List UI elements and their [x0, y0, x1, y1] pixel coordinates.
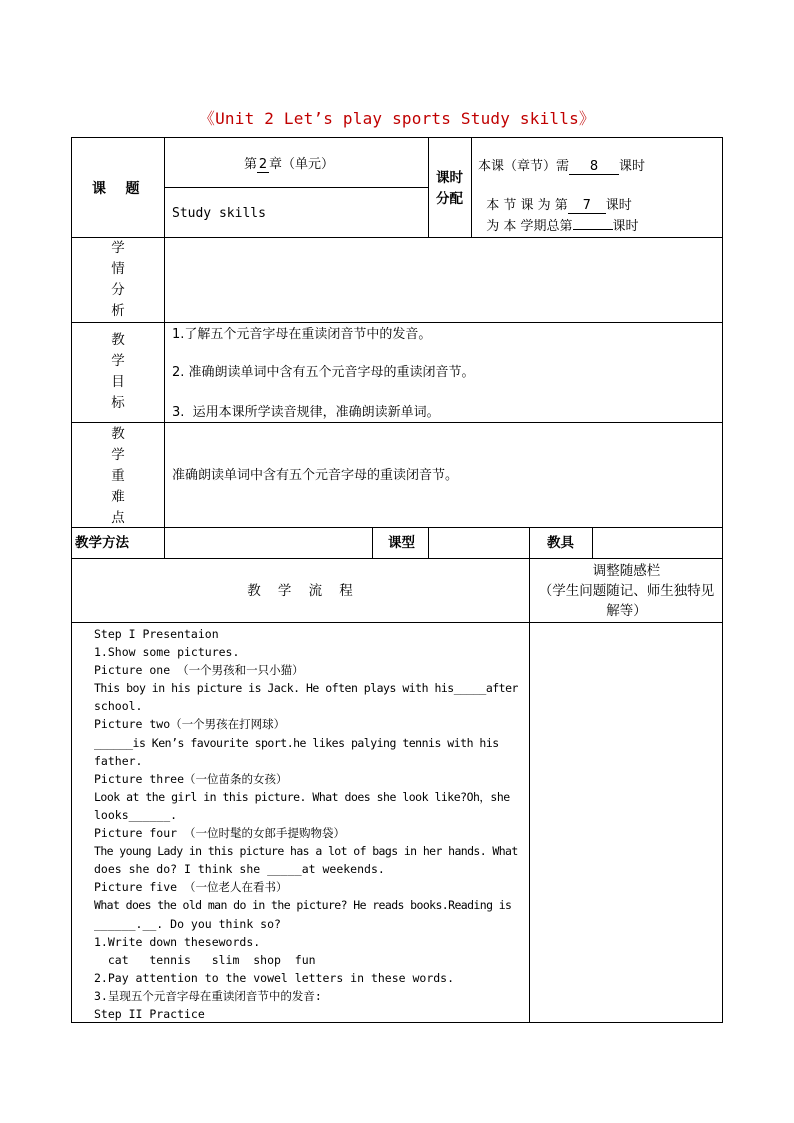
- col-divider: [592, 527, 593, 558]
- label-char: 分: [111, 282, 125, 298]
- analysis-label: [71, 238, 165, 322]
- method-label: 教学方法: [75, 535, 129, 551]
- hours-line-2-value: 7: [568, 198, 606, 214]
- row-divider: [71, 237, 723, 238]
- topic-label: 课 题: [92, 181, 140, 197]
- label-char: 学: [111, 240, 125, 256]
- flow-line: Picture four （一位时髦的女郎手提购物袋）: [94, 826, 346, 841]
- flow-line: Picture one （一个男孩和一只小猫）: [94, 663, 304, 678]
- flow-line: ______is Ken’s favourite sport.he likes palying tennis with his: [94, 735, 499, 750]
- flow-line: 2.Pay attention to the vowel letters in these words.: [94, 970, 455, 985]
- lesson-name: Study skills: [172, 206, 266, 221]
- label-char: 学: [111, 447, 125, 463]
- flow-line: This boy in his picture is Jack. He often plays with his_____after: [94, 681, 518, 696]
- hours-line-3-suffix: 课时: [612, 219, 639, 234]
- process-label: 教 学 流 程: [247, 583, 353, 599]
- label-char: 教: [111, 332, 125, 348]
- hours-line-1: [478, 158, 645, 176]
- hours-label-1: 课时: [436, 170, 463, 186]
- objectives-label: [71, 330, 165, 414]
- label-char: 情: [111, 261, 125, 277]
- flow-line: 1.Write down thesewords.: [94, 934, 261, 949]
- hours-line-2-suffix: 课时: [605, 198, 632, 213]
- objective-item: 3. 运用本课所学读音规律，准确朗读新单词。: [172, 405, 440, 420]
- flow-line: father.: [94, 753, 143, 768]
- flow-line: Step II Practice: [94, 1006, 205, 1021]
- label-char: 学: [111, 353, 125, 369]
- hours-line-2-prefix: 本 节 课 为 第: [486, 198, 568, 213]
- flow-line: 3.呈现五个元音字母在重读闭音节中的发音:: [94, 988, 322, 1003]
- flow-line: Look at the girl in this picture. What does she look like?Oh，she: [94, 789, 510, 804]
- teaching-tools-label: 教具: [547, 535, 574, 551]
- hours-line-1-prefix: 本课（章节）需: [478, 159, 570, 174]
- chapter-line: [244, 156, 334, 174]
- document-title: 《Unit 2 Let’s play sports Study skills》: [198, 109, 596, 128]
- col-divider: [428, 137, 429, 237]
- row-divider: [71, 422, 723, 423]
- label-char: 重: [111, 468, 125, 484]
- hours-line-3-value: [573, 229, 613, 230]
- teaching-flow: [94, 625, 534, 1023]
- flow-line: cat tennis slim shop fun: [94, 952, 316, 967]
- flow-line: 1.Show some pictures.: [94, 645, 240, 660]
- hours-line-3-prefix: 为 本 学期总第: [486, 219, 573, 234]
- col-divider: [428, 527, 429, 558]
- lesson-type-label: 课型: [388, 535, 415, 551]
- col-divider: [471, 137, 472, 237]
- label-char: 难: [111, 489, 125, 505]
- key-points-label: [71, 424, 165, 529]
- row-divider: [71, 527, 723, 528]
- hours-line-3: [478, 200, 639, 236]
- chapter-number: 2: [258, 157, 268, 172]
- hours-line-1-suffix: 课时: [619, 159, 646, 174]
- flow-line: Picture two（一个男孩在打网球）: [94, 717, 286, 732]
- hours-label-2: 分配: [436, 191, 463, 207]
- flow-line: does she do? I think she _____at weekends.: [94, 862, 385, 877]
- flow-line: Picture three（一位苗条的女孩）: [94, 771, 288, 786]
- objective-item: 2. 准确朗读单词中含有五个元音字母的重读闭音节。: [172, 365, 475, 380]
- label-char: 目: [111, 374, 125, 390]
- flow-line: Step I Presentaion: [94, 627, 219, 641]
- chapter-suffix: 章（单元）: [269, 157, 335, 172]
- chapter-divider: [164, 187, 428, 188]
- label-char: 析: [111, 303, 125, 319]
- objective-item: 1.了解五个元音字母在重读闭音节中的发音。: [172, 327, 432, 342]
- hours-line-1-value: 8: [569, 159, 619, 175]
- label-char: 教: [111, 426, 125, 442]
- row-divider: [71, 622, 723, 623]
- chapter-prefix: 第: [244, 157, 258, 172]
- flow-line: school.: [94, 699, 143, 714]
- flow-line: ______.__. Do you think so?: [94, 916, 281, 931]
- notes-line-3: 解等）: [606, 603, 647, 619]
- notes-line-2: （学生问题随记、师生独特见: [538, 583, 715, 599]
- flow-line: What does the old man do in the picture? He reads books.Reading is: [94, 898, 512, 913]
- row-divider: [71, 322, 723, 323]
- col-divider: [372, 527, 373, 558]
- flow-line: Picture five （一位老人在看书）: [94, 880, 288, 895]
- label-char: 标: [111, 395, 125, 411]
- flow-line: The young Lady in this picture has a lot of bags in her hands. What: [94, 844, 518, 859]
- row-divider: [71, 558, 723, 559]
- label-char: 点: [111, 510, 125, 526]
- flow-line: looks______.: [94, 807, 178, 822]
- key-points-content: 准确朗读单词中含有五个元音字母的重读闭音节。: [172, 468, 459, 483]
- notes-line-1: 调整随感栏: [592, 563, 661, 579]
